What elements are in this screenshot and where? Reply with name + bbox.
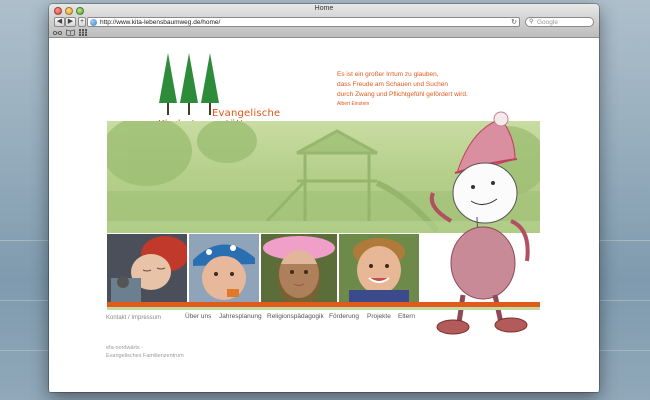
grid-icon[interactable] [79, 29, 87, 39]
logo-text-line1: Evangelische [212, 108, 281, 119]
book-icon[interactable] [66, 29, 75, 39]
footer-line1: efa-nordwärts - [106, 345, 143, 351]
magnifier-icon: ⚲ [529, 19, 534, 25]
browser-window [49, 4, 599, 392]
back-button[interactable]: ◀ [54, 17, 65, 27]
footer-line2: Evangelisches Familienzentrum [106, 353, 184, 359]
site-globe-icon [90, 19, 97, 26]
accent-stripe-light [107, 307, 540, 310]
child-photo-1 [107, 234, 187, 302]
reload-button[interactable]: ↻ [511, 19, 517, 26]
nav-eltern[interactable]: Eltern [398, 313, 415, 320]
add-bookmark-button[interactable]: + [79, 18, 85, 25]
window-title: Home [314, 5, 334, 12]
child-photo-2 [189, 234, 259, 302]
child-photo-3 [261, 234, 337, 302]
web-page [49, 39, 599, 392]
search-input[interactable] [525, 17, 594, 27]
nav-foerderung[interactable]: Förderung [329, 313, 359, 320]
nav-religionspaedagogik[interactable]: Religionspädagogik [267, 313, 324, 320]
nav-projekte[interactable]: Projekte [367, 313, 391, 320]
address-bar[interactable] [87, 17, 520, 27]
glasses-icon[interactable] [53, 29, 62, 39]
search-placeholder: Google [537, 19, 558, 26]
browser-toolbar [49, 4, 599, 38]
address-text: http://www.kita-lebensbaumweg.de/home/ [100, 19, 221, 26]
forward-button[interactable]: ▶ [65, 17, 76, 27]
quote-line3: durch Zwang und Pflichtgefühl gefördert wird. [337, 91, 468, 98]
quote-line2: dass Freude am Schauen und Suchen [337, 81, 448, 88]
nav-jahresplanung[interactable]: Jahresplanung [219, 313, 262, 320]
kontakt-impressum-link[interactable]: Kontakt / Impressum [106, 315, 162, 321]
logo-trees-icon[interactable] [156, 51, 222, 115]
quote-author: Albert Einstein [337, 101, 370, 107]
nav-ueber-uns[interactable]: Über uns [185, 313, 212, 320]
quote-line1: Es ist ein großer Irrtum zu glauben, [337, 71, 439, 78]
child-photo-4 [339, 234, 419, 302]
